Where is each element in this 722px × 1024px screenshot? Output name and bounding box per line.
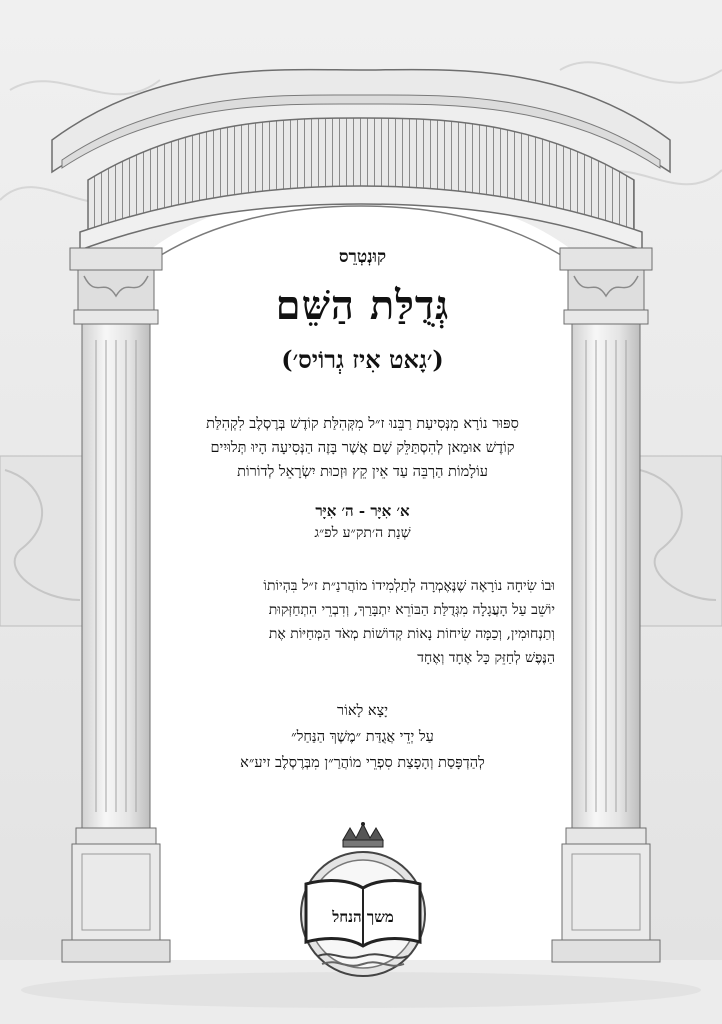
description-line: קוֹדֶשׁ אוּמַאן לְהִסְתַּלֵּק שָׁם אֲשֶׁר בָּזֶה הַנְּסִיעָה הָיוּ תְּלוּיִים <box>210 440 515 456</box>
kuntres-label: קוּנְטְרֵס <box>338 247 387 267</box>
year-line: שְׁנַת ה׳תק״ע לפ״ג <box>314 525 411 541</box>
logo-text: משך הנחל <box>332 908 394 926</box>
conversation-line: הַנֶּפֶשׁ לְחַזֵּק כָּל אֶחָד וְאֶחָד <box>417 650 555 666</box>
publisher-block <box>170 698 555 776</box>
conversation-line: וּבוֹ שִׂיחָה נוֹרָאָה שֶׁנֶּאֶמְרָה לְתַלְמִידוֹ מוֹהֲרנַ״ת ז״ל בִּהְיוֹתוֹ <box>263 578 555 594</box>
publisher-line: עַל יְדֵי אֲגֻדַּת ״מֶשֶׁךְ הַנַּחַל״ <box>291 729 434 745</box>
subtitle: (׳גָאט אִיז גְרוֹיס׳) <box>281 345 444 374</box>
publisher-line: לְהַדְפָּסַת וְהָפָצַת סִפְרֵי מוֹהֲרַ״ן מִבְּרֶסְלֶב זיע״א <box>240 755 485 771</box>
description-line: סִפּוּר נוֹרָא מִנְּסִיעַת רַבֵּנוּ ז״ל מִקְּהִלַּת קוֹדֶשׁ בְּרֶסְלֶב לִקְהִלַּת <box>206 416 519 432</box>
main-title: גְּדֻלַּת הַשֵּׁם <box>275 282 450 329</box>
description-line: עוֹלָמוֹת הַרְבֵּה עַד אֵין קֵץ וּזְכוּת יִשְׂרָאֵל לְדוֹרוֹת <box>237 464 488 480</box>
description-paragraph <box>170 412 555 484</box>
publisher-line: יָצָא לָאוֹר <box>336 703 389 719</box>
title-page-text <box>170 244 555 776</box>
meshech-hanachal-logo <box>288 822 438 982</box>
logo-emblem-icon <box>288 822 438 982</box>
conversation-line: יוֹשֵׁב עַל הָעֲגָלָה מִגְּדֻלַּת הַבּוֹרֵא יִתְבָּרַךְ, וְדִבְרֵי הִתְחַזְּקוּת <box>268 602 555 618</box>
conversation-line: וְתַנְחוּמִין, וְכַמָּה שִׂיחוֹת נָאוֹת קְדוֹשׁוֹת מְאֹד הַמְּחַיּוֹת אֶת <box>268 626 555 642</box>
conversation-paragraph <box>170 574 555 670</box>
date-range: א׳ אִיָּר - ה׳ אִיָּר <box>315 502 410 520</box>
